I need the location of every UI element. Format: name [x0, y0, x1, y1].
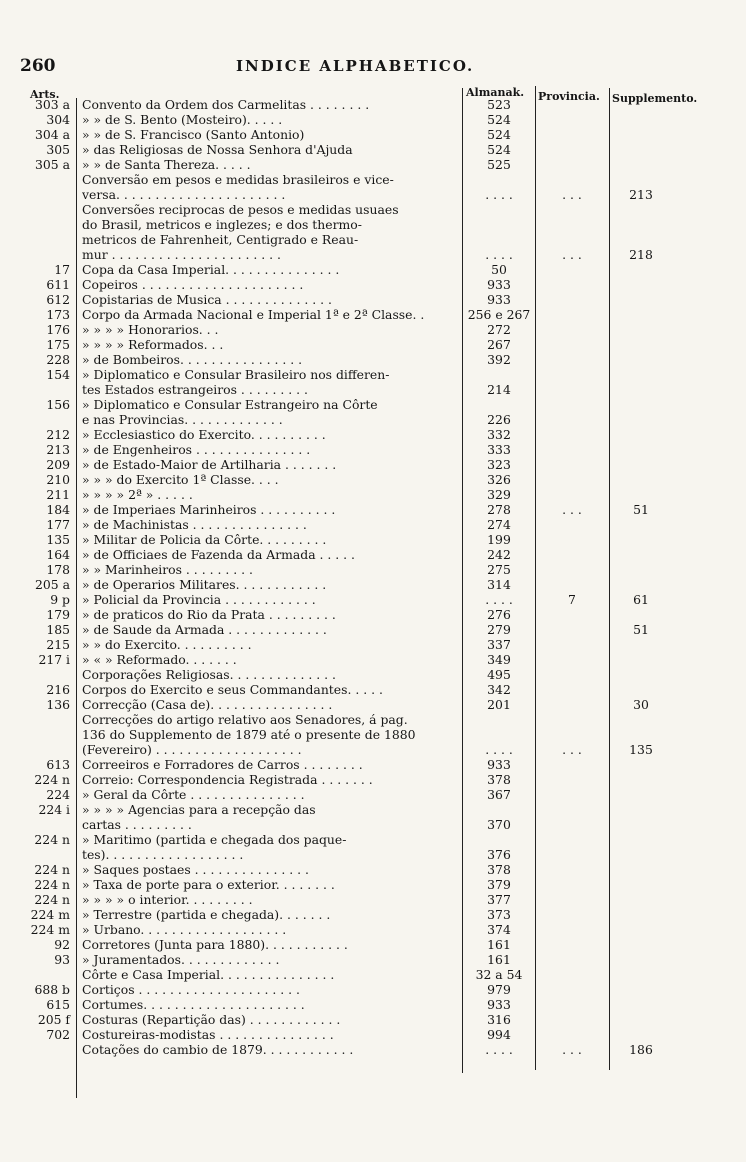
entry-article-ref: 177	[46, 517, 70, 532]
entry-article-ref: 213	[46, 442, 70, 457]
index-entry	[0, 682, 746, 697]
entry-article-ref: 224 m	[30, 907, 70, 922]
index-entry	[0, 622, 746, 637]
entry-description-line: Cotações do cambio de 1879. . . . . . . . . . . .	[82, 1042, 354, 1057]
entry-article-ref: 305	[46, 142, 70, 157]
entry-description-line: » Ecclesiastico do Exercito. . . . . . . . . .	[82, 427, 326, 442]
entry-provincia-page: . . .	[562, 247, 582, 262]
entry-description-line: » » » » Agencias para a recepção das	[82, 802, 316, 817]
entry-almanak-page: 392	[487, 352, 511, 367]
entry-almanak-page: 337	[487, 637, 511, 652]
entry-description-line: » » » » o interior. . . . . . . . .	[82, 892, 253, 907]
entry-almanak-page: 161	[487, 952, 511, 967]
entry-description-line: » » » » Reformados. . .	[82, 337, 224, 352]
entry-description-line: » » » do Exercito 1ª Classe. . . .	[82, 472, 279, 487]
index-entry	[0, 172, 746, 202]
index-entry	[0, 607, 746, 622]
entry-almanak-page: 275	[487, 562, 511, 577]
index-entry	[0, 892, 746, 907]
index-entry	[0, 1027, 746, 1042]
entry-almanak-page: 367	[487, 787, 511, 802]
entry-almanak-page: 933	[487, 757, 511, 772]
entry-article-ref: 228	[46, 352, 70, 367]
column-header-almanak: Almanak.	[466, 86, 525, 99]
index-entry	[0, 157, 746, 172]
entry-description-line: » de praticos do Rio da Prata . . . . . . . . .	[82, 607, 336, 622]
entry-almanak-page: 370	[487, 817, 511, 832]
entry-description-line: Conversão em pesos e medidas brasileiros e vice-	[82, 172, 394, 187]
entry-description-line: Copeiros . . . . . . . . . . . . . . . . . . . . .	[82, 277, 304, 292]
entry-description-line: Corretores (Junta para 1880). . . . . . . . . . .	[82, 937, 348, 952]
entry-article-ref: 702	[46, 1027, 70, 1042]
entry-almanak-page: 373	[487, 907, 511, 922]
index-entry	[0, 127, 746, 142]
entry-description-line: » de Estado-Maior de Artilharia . . . . . . .	[82, 457, 337, 472]
index-entry	[0, 292, 746, 307]
entry-article-ref: 173	[46, 307, 70, 322]
entry-description-line: Correeiros e Forradores de Carros . . . . . . . .	[82, 757, 363, 772]
entry-description-line: Correio: Correspondencia Registrada . . . . . . .	[82, 772, 373, 787]
entry-article-ref: 304	[46, 112, 70, 127]
entry-article-ref: 304 a	[35, 127, 70, 142]
entry-description-line: » de Bombeiros. . . . . . . . . . . . . . . .	[82, 352, 303, 367]
entry-almanak-page: 933	[487, 997, 511, 1012]
entry-article-ref: 179	[46, 607, 70, 622]
entry-article-ref: 215	[46, 637, 70, 652]
entry-description-line: Cortiços . . . . . . . . . . . . . . . . . . . . .	[82, 982, 300, 997]
entry-almanak-page: 242	[487, 547, 511, 562]
entry-description-line: » » Marinheiros . . . . . . . . .	[82, 562, 253, 577]
index-entry	[0, 667, 746, 682]
index-entry	[0, 367, 746, 397]
entry-description-line: » Diplomatico e Consular Estrangeiro na Côrte	[82, 397, 378, 412]
entry-article-ref: 224 m	[30, 922, 70, 937]
entry-almanak-page: 214	[487, 382, 511, 397]
entry-almanak-page: 272	[487, 322, 511, 337]
entry-almanak-page: 377	[487, 892, 511, 907]
entry-almanak-page: 524	[487, 142, 511, 157]
index-entry	[0, 1012, 746, 1027]
entry-almanak-page: 50	[491, 262, 507, 277]
entry-article-ref: 224 n	[34, 862, 70, 877]
entry-description-line: Corpo da Armada Nacional e Imperial 1ª e 2ª Classe. .	[82, 307, 425, 322]
entry-article-ref: 184	[46, 502, 70, 517]
entry-almanak-page: 326	[487, 472, 511, 487]
entry-almanak-page: 524	[487, 127, 511, 142]
entry-article-ref: 211	[46, 487, 70, 502]
entry-description-line: » Geral da Côrte . . . . . . . . . . . . . . .	[82, 787, 305, 802]
entry-almanak-page: 256 e 267	[467, 307, 531, 322]
entry-almanak-page: 994	[487, 1027, 511, 1042]
entry-article-ref: 688 b	[34, 982, 70, 997]
entry-description-line: » Militar de Policia da Côrte. . . . . . . . .	[82, 532, 327, 547]
entry-description-line: Convento da Ordem dos Carmelitas . . . . . . . .	[82, 97, 370, 112]
entry-article-ref: 303 a	[35, 97, 70, 112]
entry-supplemento-page: 30	[633, 697, 649, 712]
page-title: INDICE ALPHABETICO.	[236, 57, 475, 75]
index-entry	[0, 592, 746, 607]
index-entry	[0, 637, 746, 652]
entry-supplemento-page: 135	[629, 742, 653, 757]
index-entry	[0, 967, 746, 982]
entry-almanak-page: 226	[487, 412, 511, 427]
entry-article-ref: 175	[46, 337, 70, 352]
entry-almanak-page: 378	[487, 862, 511, 877]
entry-article-ref: 217 i	[38, 652, 70, 667]
entry-almanak-page: 329	[487, 487, 511, 502]
index-entry	[0, 922, 746, 937]
index-entry	[0, 502, 746, 517]
entry-provincia-page: . . .	[562, 742, 582, 757]
entry-description-line: » Juramentados. . . . . . . . . . . . .	[82, 952, 280, 967]
entry-article-ref: 176	[46, 322, 70, 337]
entry-description-line: » Diplomatico e Consular Brasileiro nos differen-	[82, 367, 390, 382]
index-entry	[0, 832, 746, 862]
entry-article-ref: 224 i	[38, 802, 70, 817]
index-entry	[0, 337, 746, 352]
entry-description-line: Correcções do artigo relativo aos Senadores, á pag.	[82, 712, 408, 727]
index-entry	[0, 712, 746, 757]
entry-description-line: Côrte e Casa Imperial. . . . . . . . . . . . . . .	[82, 967, 335, 982]
entry-description-line: » » » » 2ª » . . . . .	[82, 487, 193, 502]
index-entry	[0, 907, 746, 922]
entry-description-line: » de Officiaes de Fazenda da Armada . . . . .	[82, 547, 355, 562]
index-entry	[0, 112, 746, 127]
entry-description-line: » » » » Honorarios. . .	[82, 322, 219, 337]
index-entry	[0, 202, 746, 262]
index-entry	[0, 757, 746, 772]
entry-almanak-page: . . . .	[485, 247, 513, 262]
entry-almanak-page: 316	[487, 1012, 511, 1027]
entry-description-line: e nas Provincias. . . . . . . . . . . . .	[82, 412, 283, 427]
entry-article-ref: 156	[46, 397, 70, 412]
entry-provincia-page: . . .	[562, 502, 582, 517]
entry-almanak-page: 374	[487, 922, 511, 937]
entry-supplemento-page: 213	[629, 187, 653, 202]
entry-description-line: Copistarias de Musica . . . . . . . . . . . . . .	[82, 292, 332, 307]
entry-almanak-page: 523	[487, 97, 511, 112]
entry-description-line: » das Religiosas de Nossa Senhora d'Ajuda	[82, 142, 353, 157]
entry-description-line: » « » Reformado. . . . . . .	[82, 652, 237, 667]
entry-almanak-page: 379	[487, 877, 511, 892]
entry-article-ref: 224 n	[34, 832, 70, 847]
entry-article-ref: 205 f	[37, 1012, 70, 1027]
index-entry	[0, 772, 746, 787]
entry-almanak-page: . . . .	[485, 187, 513, 202]
entry-description-line: tes Estados estrangeiros . . . . . . . . .	[82, 382, 308, 397]
index-entry	[0, 652, 746, 667]
entry-description-line: tes). . . . . . . . . . . . . . . . . .	[82, 847, 244, 862]
entry-almanak-page: 201	[487, 697, 511, 712]
entry-article-ref: 154	[46, 367, 70, 382]
index-entry	[0, 802, 746, 832]
entry-description-line: » de Operarios Militares. . . . . . . . . . . .	[82, 577, 327, 592]
entry-article-ref: 224 n	[34, 892, 70, 907]
index-entry	[0, 997, 746, 1012]
entry-article-ref: 224	[46, 787, 70, 802]
entry-description-line: » Policial da Provincia . . . . . . . . . . . .	[82, 592, 316, 607]
entry-description-line: do Brasil, metricos e inglezes; e dos thermo-	[82, 217, 362, 232]
index-entry	[0, 262, 746, 277]
entry-almanak-page: 349	[487, 652, 511, 667]
entry-almanak-page: 524	[487, 112, 511, 127]
index-entry	[0, 1042, 746, 1057]
entry-almanak-page: 279	[487, 622, 511, 637]
entry-almanak-page: 323	[487, 457, 511, 472]
index-entry	[0, 352, 746, 367]
entry-description-line: » de Imperiaes Marinheiros . . . . . . . . . .	[82, 502, 336, 517]
entry-almanak-page: 274	[487, 517, 511, 532]
entry-article-ref: 615	[46, 997, 70, 1012]
entry-description-line: Costureiras-modistas . . . . . . . . . . . . . . .	[82, 1027, 334, 1042]
entry-description-line: Cortumes. . . . . . . . . . . . . . . . . . . . .	[82, 997, 305, 1012]
entry-description-line: » Maritimo (partida e chegada dos paque-	[82, 832, 347, 847]
entry-description-line: » Saques postaes . . . . . . . . . . . . . . .	[82, 862, 309, 877]
entry-supplemento-page: 61	[633, 592, 649, 607]
entry-description-line: Copa da Casa Imperial. . . . . . . . . . . . . . .	[82, 262, 340, 277]
index-entry	[0, 142, 746, 157]
entry-supplemento-page: 186	[629, 1042, 653, 1057]
entry-description-line: » de Machinistas . . . . . . . . . . . . . . .	[82, 517, 307, 532]
entry-almanak-page: . . . .	[485, 1042, 513, 1057]
index-entry	[0, 877, 746, 892]
entry-article-ref: 224 n	[34, 877, 70, 892]
entry-article-ref: 9 p	[50, 592, 70, 607]
entry-almanak-page: 979	[487, 982, 511, 997]
index-entry	[0, 862, 746, 877]
entry-almanak-page: 314	[487, 577, 511, 592]
entry-description-line: cartas . . . . . . . . .	[82, 817, 192, 832]
entry-description-line: » Taxa de porte para o exterior. . . . . . . .	[82, 877, 335, 892]
entry-provincia-page: 7	[568, 592, 576, 607]
entry-almanak-page: 378	[487, 772, 511, 787]
entry-almanak-page: 376	[487, 847, 511, 862]
entry-description-line: metricos de Fahrenheit, Centigrado e Reau-	[82, 232, 359, 247]
entry-article-ref: 164	[46, 547, 70, 562]
entry-article-ref: 216	[46, 682, 70, 697]
entry-description-line: » » de S. Bento (Mosteiro). . . . .	[82, 112, 283, 127]
entry-provincia-page: . . .	[562, 1042, 582, 1057]
index-entry	[0, 982, 746, 997]
entry-almanak-page: 278	[487, 502, 511, 517]
entry-article-ref: 185	[46, 622, 70, 637]
entry-provincia-page: . . .	[562, 187, 582, 202]
entry-description-line: » » de Santa Thereza. . . . .	[82, 157, 251, 172]
entry-almanak-page: 933	[487, 277, 511, 292]
index-entry	[0, 937, 746, 952]
entry-article-ref: 136	[46, 697, 70, 712]
index-entry	[0, 487, 746, 502]
index-entry	[0, 277, 746, 292]
entry-article-ref: 224 n	[34, 772, 70, 787]
column-header-provincia: Provincia.	[538, 90, 600, 103]
entry-article-ref: 178	[46, 562, 70, 577]
index-entry	[0, 577, 746, 592]
entry-description-line: » » do Exercito. . . . . . . . . .	[82, 637, 252, 652]
entry-description-line: Costuras (Repartição das) . . . . . . . . . . . .	[82, 1012, 341, 1027]
entry-description-line: » de Engenheiros . . . . . . . . . . . . . . .	[82, 442, 311, 457]
entry-almanak-page: 32 a 54	[475, 967, 523, 982]
entry-almanak-page: 161	[487, 937, 511, 952]
index-entry	[0, 517, 746, 532]
entry-supplemento-page: 51	[633, 502, 649, 517]
entry-almanak-page: 276	[487, 607, 511, 622]
entry-almanak-page: 333	[487, 442, 511, 457]
index-entry	[0, 427, 746, 442]
entry-article-ref: 212	[46, 427, 70, 442]
entry-article-ref: 612	[46, 292, 70, 307]
entry-article-ref: 205 a	[35, 577, 70, 592]
entry-article-ref: 93	[54, 952, 70, 967]
entry-almanak-page: 342	[487, 682, 511, 697]
index-entry	[0, 952, 746, 967]
index-entry	[0, 787, 746, 802]
column-header-arts: Arts.	[30, 88, 60, 101]
entry-description-line: Correcção (Casa de). . . . . . . . . . . . . . . .	[82, 697, 333, 712]
entry-almanak-page: 267	[487, 337, 511, 352]
entry-article-ref: 305 a	[35, 157, 70, 172]
entry-description-line: » » de S. Francisco (Santo Antonio)	[82, 127, 305, 142]
index-entry	[0, 532, 746, 547]
entry-description-line: Corpos do Exercito e seus Commandantes. . . . .	[82, 682, 383, 697]
entry-article-ref: 17	[54, 262, 70, 277]
entry-article-ref: 209	[46, 457, 70, 472]
entry-article-ref: 135	[46, 532, 70, 547]
entry-almanak-page: 199	[487, 532, 511, 547]
entry-description-line: 136 do Supplemento de 1879 até o presente de 1880	[82, 727, 416, 742]
entry-almanak-page: 495	[487, 667, 511, 682]
entry-almanak-page: . . . .	[485, 592, 513, 607]
entry-article-ref: 92	[54, 937, 70, 952]
entry-supplemento-page: 51	[633, 622, 649, 637]
index-entry	[0, 562, 746, 577]
index-entries	[0, 97, 746, 1057]
index-entry	[0, 472, 746, 487]
entry-description-line: versa. . . . . . . . . . . . . . . . . . . . . .	[82, 187, 286, 202]
entry-description-line: » de Saude da Armada . . . . . . . . . . . . .	[82, 622, 327, 637]
entry-article-ref: 613	[46, 757, 70, 772]
entry-article-ref: 611	[46, 277, 70, 292]
entry-description-line: Conversões reciprocas de pesos e medidas usuaes	[82, 202, 399, 217]
entry-article-ref: 210	[46, 472, 70, 487]
entry-almanak-page: 332	[487, 427, 511, 442]
index-entry	[0, 307, 746, 322]
index-entry	[0, 322, 746, 337]
page-number: 260	[20, 56, 56, 76]
index-entry	[0, 397, 746, 427]
index-entry	[0, 442, 746, 457]
column-header-supplemento: Supplemento.	[612, 92, 698, 105]
entry-supplemento-page: 218	[629, 247, 653, 262]
entry-almanak-page: 933	[487, 292, 511, 307]
index-entry	[0, 547, 746, 562]
entry-almanak-page: 525	[487, 157, 511, 172]
index-entry	[0, 697, 746, 712]
entry-description-line: (Fevereiro) . . . . . . . . . . . . . . . . . . .	[82, 742, 302, 757]
entry-description-line: » Terrestre (partida e chegada). . . . . . .	[82, 907, 331, 922]
entry-almanak-page: . . . .	[485, 742, 513, 757]
entry-description-line: » Urbano. . . . . . . . . . . . . . . . . . .	[82, 922, 287, 937]
index-entry	[0, 97, 746, 112]
entry-description-line: Corporações Religiosas. . . . . . . . . . . . . .	[82, 667, 336, 682]
index-entry	[0, 457, 746, 472]
entry-description-line: mur . . . . . . . . . . . . . . . . . . . . . .	[82, 247, 281, 262]
